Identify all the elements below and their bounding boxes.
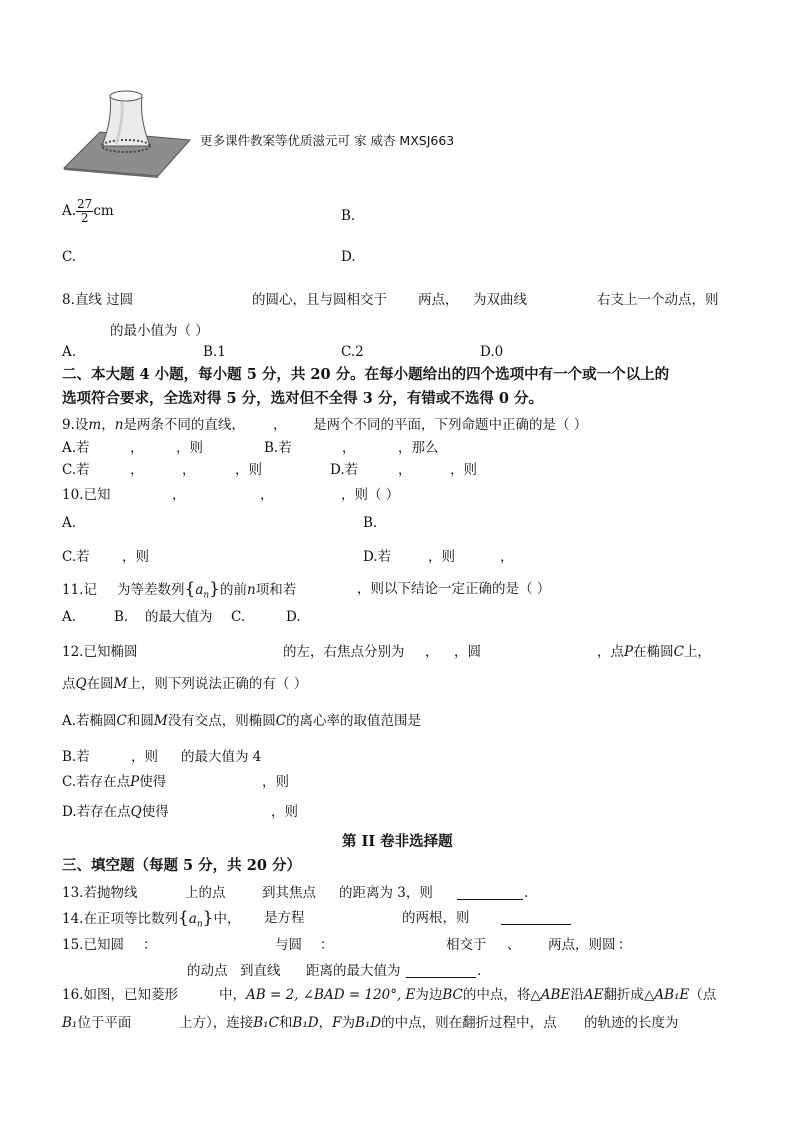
q16-l2e: 为 <box>341 1015 355 1031</box>
q8-line2: 的最小值为（ ） <box>110 323 209 339</box>
q8-part4: 为双曲线 <box>473 292 527 308</box>
q16-line2-a <box>62 1014 131 1032</box>
q16-line1 <box>219 986 716 1004</box>
q12-c2: 使得 <box>139 774 167 790</box>
q11-p2: 为等差数列 <box>116 582 185 598</box>
q12-p4: ，圆 <box>454 644 481 660</box>
q12-p5: ，点 <box>597 644 624 660</box>
q15-p5: 相交于 <box>446 937 487 953</box>
q16-l2g: 的轨迹的长度为 <box>584 1015 679 1031</box>
section-3-heading: 三、填空题（每题 5 分，共 20 分） <box>62 857 301 874</box>
q7-option-b: B. <box>341 208 356 224</box>
fraction <box>76 198 93 225</box>
numerator: 27 <box>77 197 93 211</box>
var-P: P <box>624 644 634 660</box>
q12-l2c: 上，则下列说法正确的有（ ） <box>127 676 308 692</box>
q9-a-1: A.若 <box>62 440 90 456</box>
triangle-AB1E: △AB₁E <box>643 987 690 1003</box>
q10-option-b: B. <box>363 515 378 531</box>
q9-b-2: ， <box>342 440 356 456</box>
q15-answer-blank[interactable] <box>406 963 476 978</box>
q9-stem <box>62 416 245 434</box>
cooling-tower-figure <box>62 82 194 178</box>
q11-option-b: B. <box>114 609 129 625</box>
seq-sub: n <box>203 590 210 601</box>
q7-option-c: C. <box>62 249 77 265</box>
q11-option-a: A. <box>62 609 77 625</box>
comma: ， <box>101 417 115 433</box>
q12-option-d <box>62 803 169 821</box>
q10-p1: 10.已知 <box>62 487 111 503</box>
q13-answer-blank[interactable] <box>457 885 523 900</box>
q12-a3: 没有交点，则椭圆 <box>167 713 276 729</box>
q12-stem-end <box>597 643 711 661</box>
var-BC: BC <box>442 987 463 1003</box>
q12-option-c <box>62 773 166 791</box>
unit: cm <box>93 203 114 219</box>
q15-p1: 15.已知圆 <box>62 937 124 953</box>
q10-option-c-1: C.若 <box>62 549 90 565</box>
var-C: C <box>275 713 287 729</box>
q8-part2: 的圆心，且与圆相交于 <box>252 292 387 308</box>
q12-a2: 和圆 <box>126 713 154 729</box>
q12-a1: A.若椭圆 <box>62 713 117 729</box>
q10-p2: ， <box>172 487 186 503</box>
q9-p1: 9.设 <box>62 417 89 433</box>
q14-p3: 是方程 <box>264 910 305 926</box>
var-P: P <box>130 774 140 790</box>
q15-end: . <box>477 963 482 979</box>
q12-option-a <box>62 712 421 730</box>
option-label: A. <box>62 203 77 219</box>
q9-a-2: ， <box>130 440 144 456</box>
seq-sub: n <box>196 919 203 930</box>
q16-p7: （点 <box>689 987 717 1003</box>
q9-a-3: ，则 <box>176 440 203 456</box>
var-B1D: B₁D <box>354 1015 382 1031</box>
q11-p4: 项和若 <box>255 582 297 598</box>
var-B1C: B₁C <box>253 1015 279 1031</box>
q12-d2: 使得 <box>141 804 169 820</box>
q13-p1: 13.若抛物线 <box>62 885 138 901</box>
q12-option-c-end: ，则 <box>262 774 289 790</box>
q16-l2f: 的中点，则在翻折过程中，点 <box>381 1015 557 1031</box>
q14-p1: 14.在正项等比数列 <box>62 911 178 927</box>
q8-part5: 右支上一个动点，则 <box>597 292 719 308</box>
var-B1D: B₁D <box>292 1015 319 1031</box>
q9-b-3: ，那么 <box>398 440 439 456</box>
q9-b-1: B.若 <box>264 440 292 456</box>
denominator: 2 <box>80 211 89 225</box>
q13-end: . <box>524 885 529 901</box>
q16-line2-b <box>179 1014 557 1032</box>
var-Q: Q <box>75 676 87 692</box>
q15-p8: ： <box>618 937 632 953</box>
q9-d-3: ，则 <box>450 462 477 478</box>
q15-p7: 两点，则圆 <box>548 937 616 953</box>
q9-comma: ， <box>273 417 287 433</box>
q8-part1: 8.直线 过圆 <box>62 292 134 308</box>
var-C: C <box>116 713 127 729</box>
q10-p3: ， <box>260 487 274 503</box>
q13-p4: 的距离为 3，则 <box>339 885 433 901</box>
q16-p3: 为边 <box>415 987 443 1003</box>
q12-p6: 在椭圆 <box>633 644 674 660</box>
q12-p1: 12.已知椭圆 <box>62 644 138 660</box>
q16-p1: 16.如图，已知菱形 <box>62 987 178 1003</box>
q7-option-d: D. <box>341 249 356 265</box>
q9-d-1: D.若 <box>330 462 359 478</box>
var-AE: AE <box>583 987 604 1003</box>
q11-p5: ，则以下结论一定正确的是（ ） <box>357 581 551 597</box>
q16-l2d: ， <box>318 1015 333 1031</box>
q12-option-b-2: ，则 <box>131 749 158 765</box>
q14-answer-blank[interactable] <box>501 910 571 925</box>
q16-math: AB = 2, ∠BAD = 120°, E <box>246 987 416 1003</box>
var-B1: B₁ <box>62 1015 78 1031</box>
q16-l2b: 上方），连接 <box>179 1015 254 1031</box>
q9-d-2: ， <box>398 462 412 478</box>
triangle-ABE: △ABE <box>530 987 571 1003</box>
q13-p3: 到其焦点 <box>262 885 316 901</box>
q15-p6: 、 <box>507 937 521 953</box>
q10-p4: ，则（ ） <box>341 487 400 503</box>
seq-a: a <box>195 582 204 598</box>
q8-option-a: A. <box>62 344 77 360</box>
q12-option-b-3: 的最大值为 4 <box>181 749 262 765</box>
q8-option-c: C.2 <box>341 344 364 360</box>
var-m: m <box>88 417 102 433</box>
q9-stem-end: 是两个不同的平面，下列命题中正确的是（ ） <box>313 417 588 433</box>
q15-l2c: 距离的最大值为 <box>306 963 401 979</box>
q10-option-d-1: D.若 <box>363 549 392 565</box>
var-M: M <box>113 676 128 692</box>
q12-a4: 的离心率的取值范围是 <box>286 713 422 729</box>
q10-option-d-3: ， <box>500 549 514 565</box>
q16-l2c: 和 <box>278 1015 293 1031</box>
q15-l2b: 到直线 <box>240 963 281 979</box>
var-n: n <box>247 582 256 598</box>
var-n: n <box>114 417 124 433</box>
q12-p2: 的左，右焦点分别为 <box>283 644 405 660</box>
q14-p2: 中， <box>213 911 241 927</box>
q16-p6: 翻折成 <box>603 987 644 1003</box>
q7-option-a <box>62 198 114 225</box>
q16-p5: 沿 <box>570 987 584 1003</box>
q12-option-d-end: ，则 <box>271 804 298 820</box>
q11-option-c: C. <box>231 609 246 625</box>
q12-c1: C.若存在点 <box>62 774 131 790</box>
q16-p2: 中， <box>219 987 246 1003</box>
q9-p2: 是两条不同的直线， <box>123 417 245 433</box>
q11-option-b-text: 的最大值为 <box>145 609 213 625</box>
q14-stem: 14.在正项等比数列$\{a_n\}$中， <box>62 908 241 930</box>
q8-part3: 两点， <box>418 292 459 308</box>
q12-p3: ， <box>425 644 439 660</box>
q9-c-1: C.若 <box>62 462 90 478</box>
part-2-title: 第 II 卷非选择题 <box>342 833 453 850</box>
q12-p7: 上， <box>683 644 711 660</box>
q8-option-d: D.0 <box>480 344 504 360</box>
q11-p1: 11.记 <box>62 582 97 598</box>
q10-option-d-2: ，则 <box>428 549 455 565</box>
q16-p4: 的中点，将 <box>462 987 531 1003</box>
q12-line2 <box>62 675 307 693</box>
seq-a: a <box>188 911 197 927</box>
var-Q: Q <box>130 804 142 820</box>
q9-c-3: ， <box>182 462 196 478</box>
q11-stem: 11.记 为等差数列$\{a_n\}$的前n项和若 <box>62 579 297 601</box>
q12-d1: D.若存在点 <box>62 804 131 820</box>
q10-option-a: A. <box>62 515 77 531</box>
q12-l2b: 在圆 <box>86 676 114 692</box>
var-M: M <box>153 713 168 729</box>
q13-p2: 上的点 <box>185 885 226 901</box>
q9-c-2: ， <box>130 462 144 478</box>
var-F: F <box>332 1015 342 1031</box>
q16-l2a: 位于平面 <box>77 1015 132 1031</box>
var-C: C <box>673 644 684 660</box>
q15-p4: ： <box>320 937 334 953</box>
q9-c-4: ，则 <box>235 462 262 478</box>
q11-p3: 的前 <box>220 582 247 598</box>
q12-option-b-1: B.若 <box>62 749 90 765</box>
section-2-heading-cont: 选项符合要求，全选对得 5 分，选对但不全得 3 分，有错或不选得 0 分。 <box>62 390 544 407</box>
section-2-heading: 二、本大题 4 小题，每小题 5 分，共 20 分。在每小题给出的四个选项中有一个或一个以上的 <box>62 366 670 383</box>
q14-p4: 的两根，则 <box>402 910 470 926</box>
q12-l2a: 点 <box>62 676 76 692</box>
q15-l2a: 的动点 <box>187 963 228 979</box>
q8-option-b: B.1 <box>203 344 226 360</box>
q15-p3: 与圆 <box>275 937 302 953</box>
q15-p2: ： <box>143 937 157 953</box>
q10-option-c-2: ，则 <box>122 549 149 565</box>
q11-option-d: D. <box>286 609 301 625</box>
promo-text: 更多课件教案等优质滋元可 家 威杏 MXSJ663 <box>200 133 455 148</box>
